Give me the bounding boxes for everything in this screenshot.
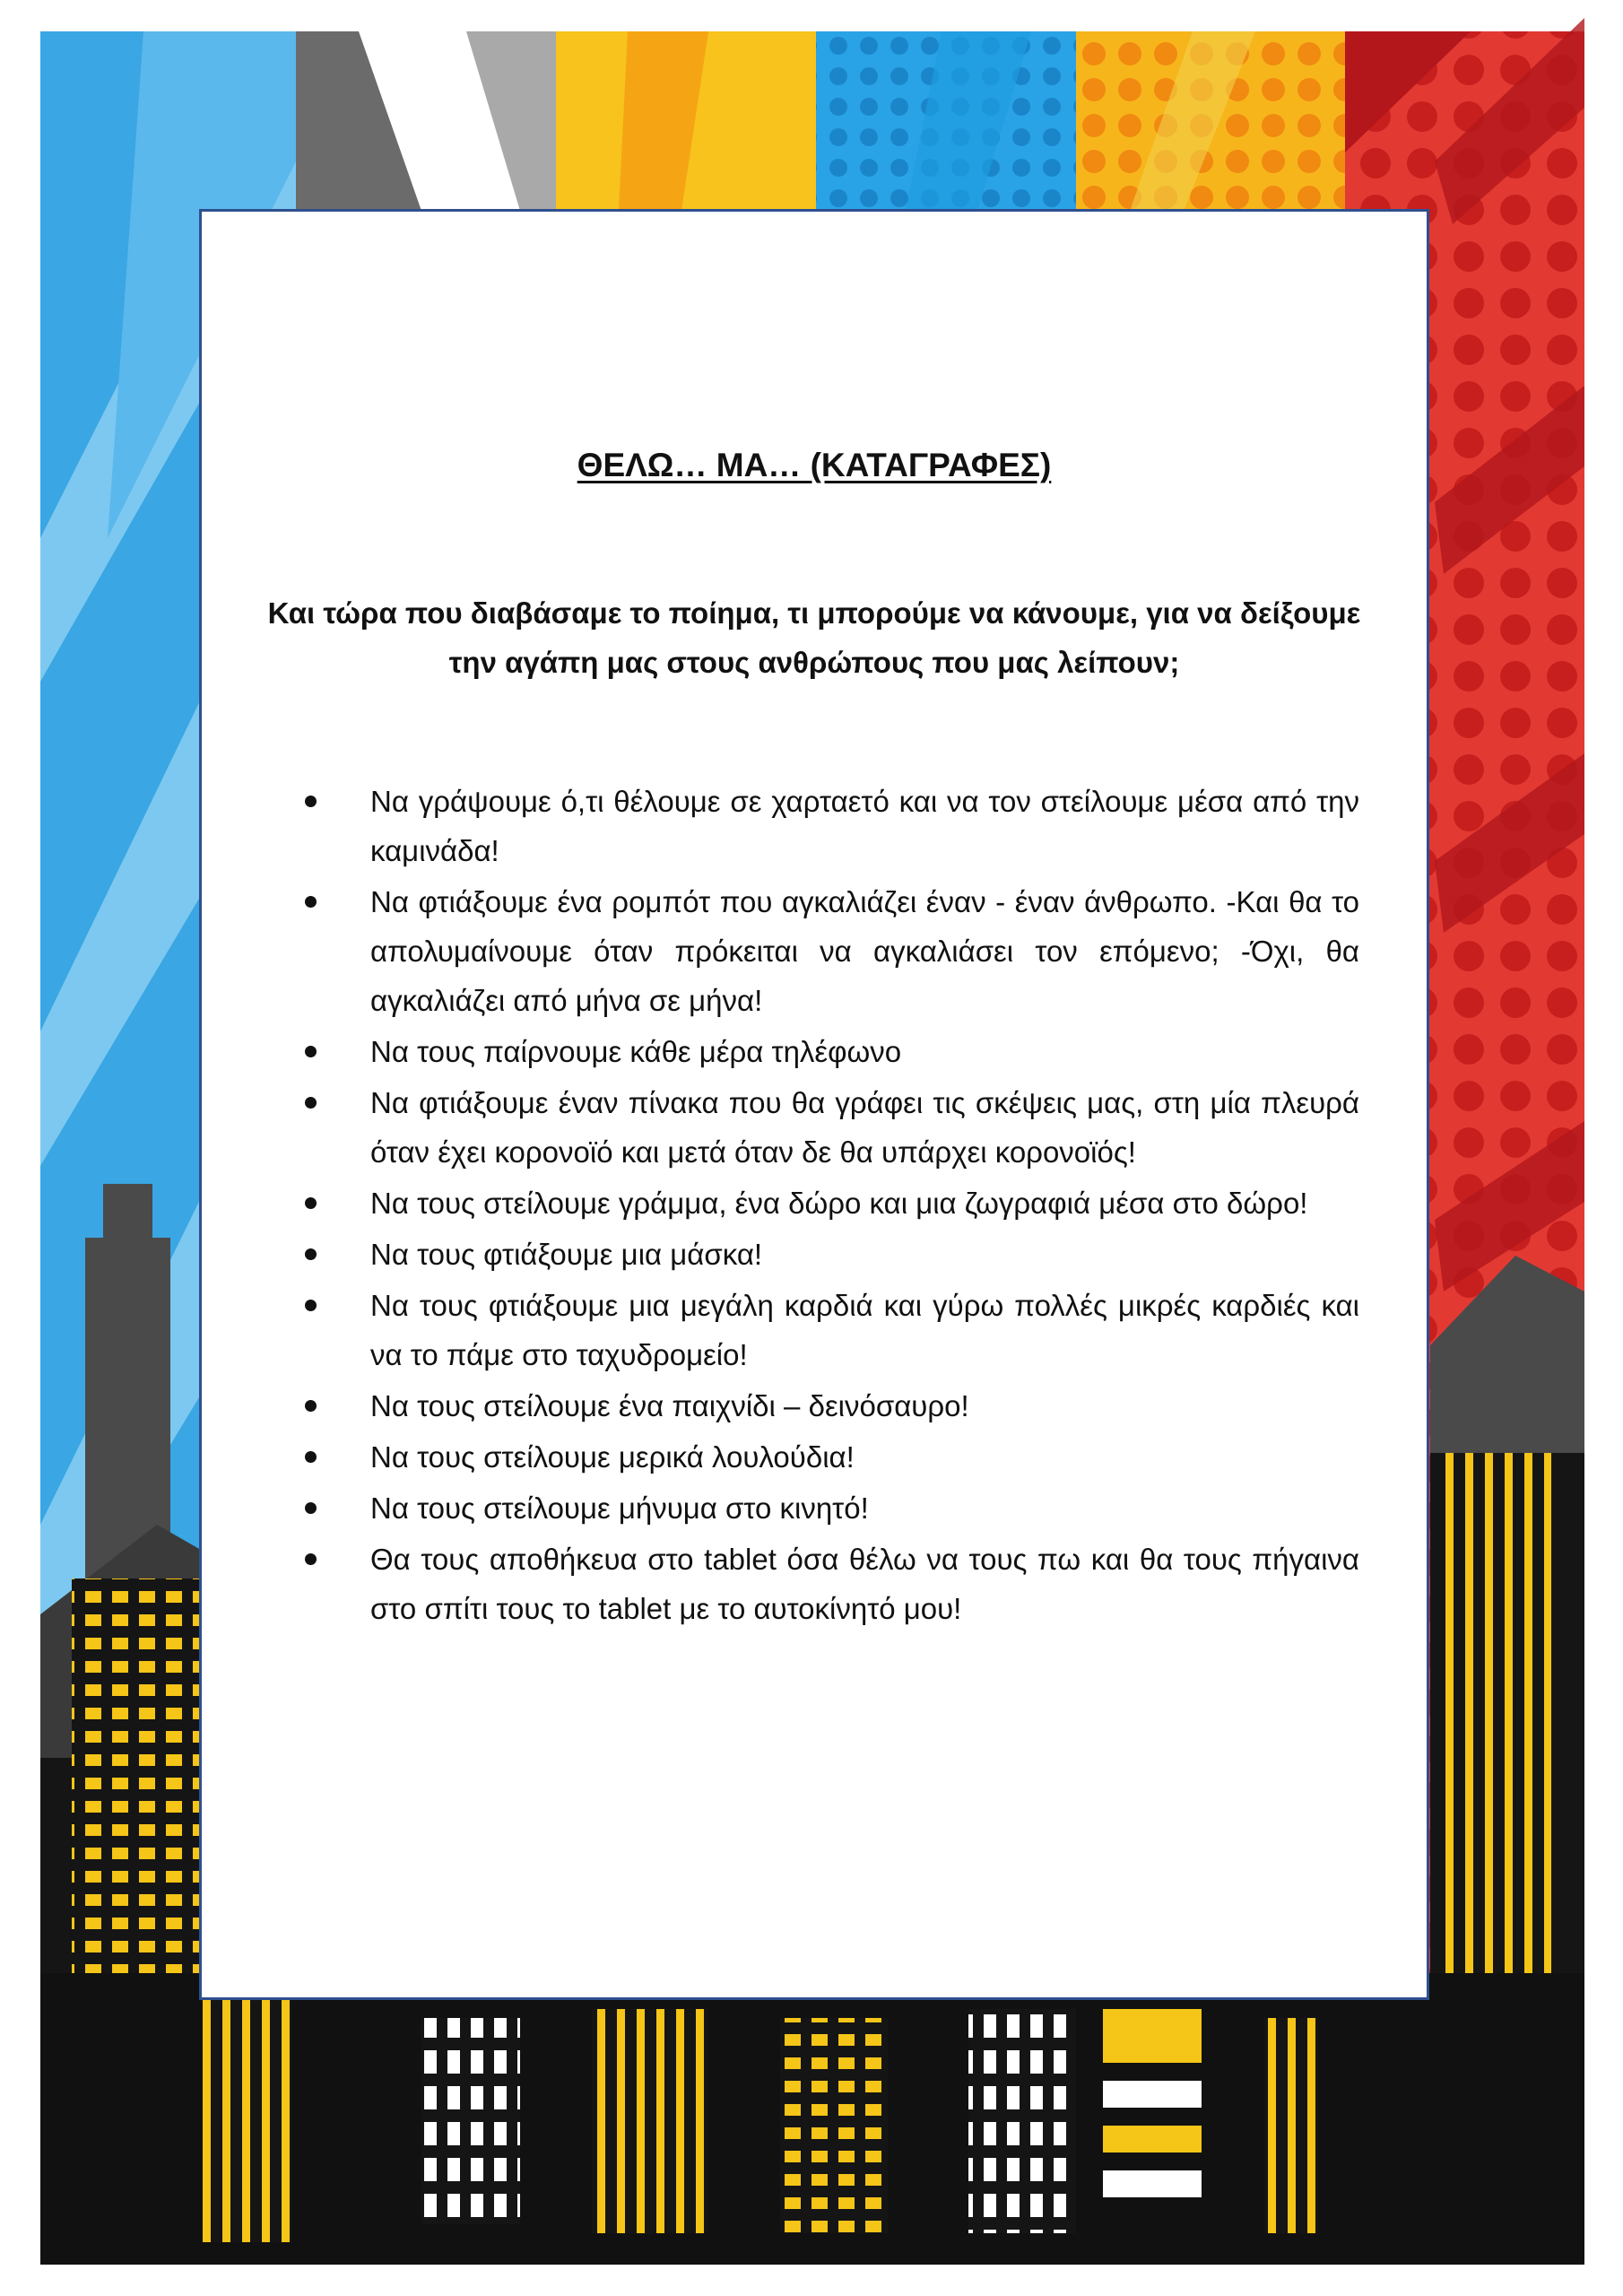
list-item-text: Να τους στείλουμε ένα παιχνίδι – δεινόσαυρο! [370,1389,969,1422]
list-item-text: Να τους στείλουμε γράμμα, ένα δώρο και μια ζωγραφιά μέσα στο δώρο! [370,1187,1308,1220]
list-item [305,1483,1359,1533]
content-panel [199,209,1429,2000]
bullet-icon [305,896,317,908]
list-item [305,1027,1359,1076]
list-item-text: Να τους φτιάξουμε μια μάσκα! [370,1238,763,1271]
list-item-text: Να τους στείλουμε μήνυμα στο κινητό! [370,1492,869,1525]
bullet-icon [305,1553,317,1565]
list-item [305,1535,1359,1633]
list-item [305,1381,1359,1431]
page-title: ΘΕΛΩ… ΜΑ… (ΚΑΤΑΓΡΑΦΕΣ) [577,447,1052,483]
ideas-list [305,777,1359,1635]
list-item-text: Να φτιάξουμε ένα ρομπότ που αγκαλιάζει έναν - έναν άνθρωπο. -Και θα το απολυμαίνουμε όταν πρόκειται να αγκαλιάσει τον επόμενο; -Όχι, θα αγκαλιάζει από μήνα σε μήνα! [370,885,1359,1017]
bullet-icon [305,1097,317,1109]
list-item-text: Να γράψουμε ό,τι θέλουμε σε χαρταετό και να τον στείλουμε μέσα από την καμινάδα! [370,785,1359,867]
bullet-icon [305,1400,317,1412]
list-item [305,1230,1359,1279]
list-item-text: Θα τους αποθήκευα στο tablet όσα θέλω να τους πω και θα τους πήγαινα στο σπίτι τους το tablet με το αυτοκίνητό μου! [370,1543,1359,1625]
bullet-icon [305,1300,317,1311]
list-item-text: Να τους στείλουμε μερικά λουλούδια! [370,1440,855,1474]
list-item [305,777,1359,875]
list-item [305,877,1359,1025]
bullet-icon [305,1502,317,1514]
bullet-icon [305,796,317,807]
bullet-icon [305,1046,317,1057]
list-item [305,1178,1359,1228]
list-item-text: Να τους φτιάξουμε μια μεγάλη καρδιά και γύρω πολλές μικρές καρδιές και να το πάμε στο ταχυδρομείο! [370,1289,1359,1371]
list-item-text: Να τους παίρνουμε κάθε μέρα τηλέφωνο [370,1035,902,1068]
list-item [305,1078,1359,1177]
bullet-icon [305,1197,317,1209]
intro-question: Και τώρα που διαβάσαμε το ποίημα, τι μπορούμε να κάνουμε, για να δείξουμε την αγάπη μας στους ανθρώπους που μας λείπουν; [267,596,1361,679]
list-item [305,1281,1359,1379]
bullet-icon [305,1248,317,1260]
list-item [305,1432,1359,1482]
list-item-text: Να φτιάξουμε έναν πίνακα που θα γράφει τις σκέψεις μας, στη μία πλευρά όταν έχει κορονοϊό και μετά όταν δε θα υπάρχει κορονοϊός! [370,1086,1359,1169]
bullet-icon [305,1451,317,1463]
